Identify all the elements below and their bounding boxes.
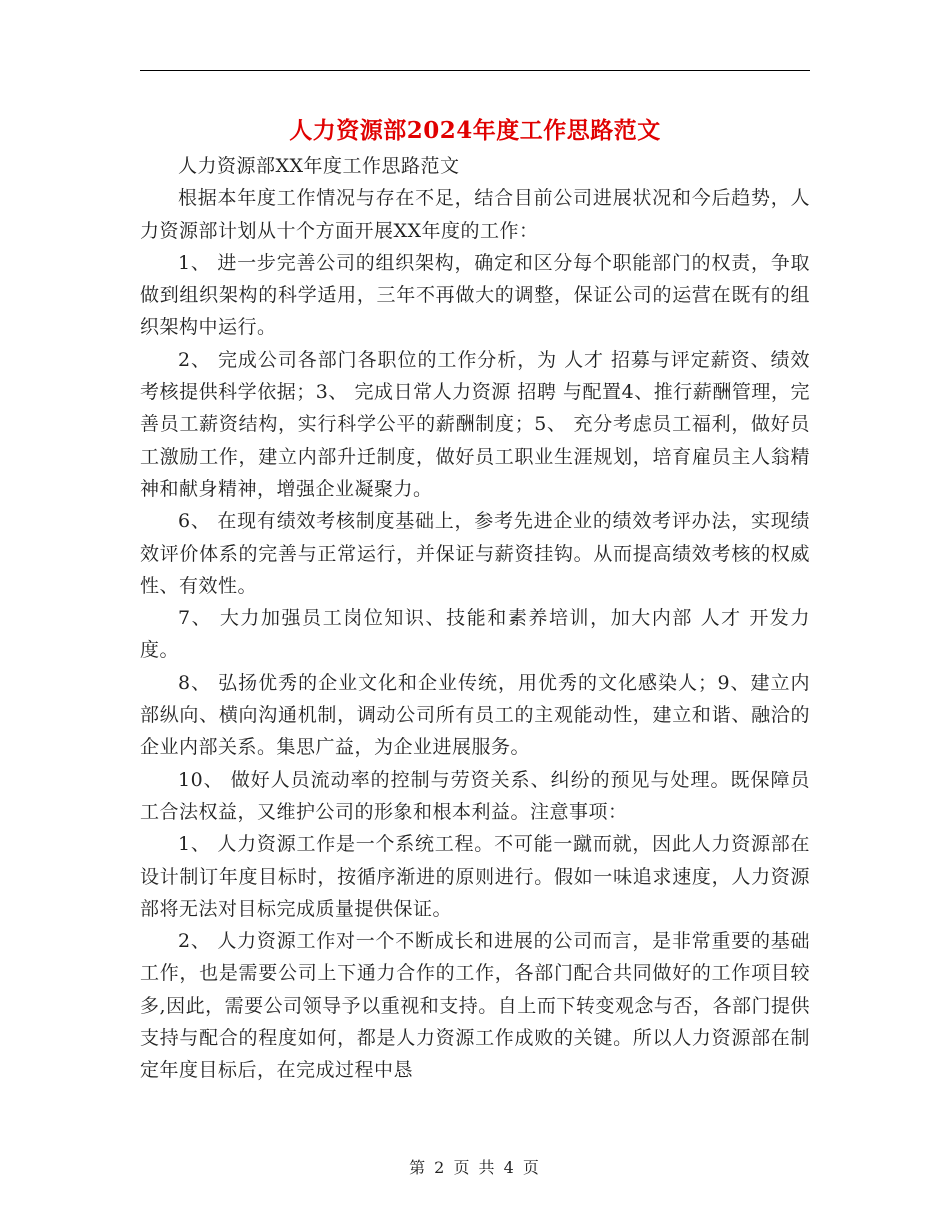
page-number-footer: 第 2 页 共 4 页 bbox=[409, 1158, 541, 1177]
document-title: 人力资源部2024年度工作思路范文 bbox=[289, 117, 661, 144]
subtitle-paragraph: 人力资源部XX年度工作思路范文 bbox=[178, 155, 460, 177]
item-10-paragraph: 10、 做好人员流动率的控制与劳资关系、纠纷的预见与处理。既保障员工合法权益，又维护公司的形象和根本利益。注意事项： bbox=[140, 768, 810, 823]
note-2-paragraph: 2、 人力资源工作对一个不断成长和进展的公司而言，是非常重要的基础工作，也是需要公司上下通力合作的工作，各部门配合共同做好的工作项目较多,因此，需要公司领导予以重视和支持。自上而下转变观念与否，各部门提供支持与配合的程度如何，都是人力资源工作成败的关键。所以人力资源部在制定年度目标后，在完成过程中恳 bbox=[140, 930, 810, 1082]
item-7-paragraph: 7、 大力加强员工岗位知识、技能和素养培训，加大内部 人才 开发力度。 bbox=[140, 607, 810, 662]
item-2-5-paragraph: 2、 完成公司各部门各职位的工作分析，为 人才 招募与评定薪资、绩效考核提供科学依据；3、 完成日常人力资源 招聘 与配置4、推行薪酬管理，完善员工薪资结构，实行科学公平的薪酬制度；5、 充分考虑员工福利，做好员工激励工作，建立内部升迁制度，做好员工职业生涯规划，培育雇员主人翁精神和献身精神，增强企业凝聚力。 bbox=[140, 348, 810, 500]
item-8-9-paragraph: 8、 弘扬优秀的企业文化和企业传统，用优秀的文化感染人；9、建立内部纵向、横向沟通机制，调动公司所有员工的主观能动性，建立和谐、融洽的企业内部关系。集思广益，为企业进展服务。 bbox=[140, 671, 810, 759]
header-rule bbox=[140, 70, 810, 71]
item-6-paragraph: 6、 在现有绩效考核制度基础上，参考先进企业的绩效考评办法，实现绩效评价体系的完善与正常运行，并保证与薪资挂钩。从而提高绩效考核的权威性、有效性。 bbox=[140, 510, 810, 597]
document-body bbox=[140, 150, 810, 1087]
note-1-paragraph: 1、 人力资源工作是一个系统工程。不可能一蹴而就，因此人力资源部在设计制订年度目标时，按循序渐进的原则进行。假如一味追求速度，人力资源部将无法对目标完成质量提供保证。 bbox=[140, 833, 810, 920]
intro-paragraph: 根据本年度工作情况与存在不足，结合目前公司进展状况和今后趋势，人力资源部计划从十个方面开展XX年度的工作： bbox=[140, 187, 810, 242]
item-1-paragraph: 1、 进一步完善公司的组织架构，确定和区分每个职能部门的权责，争取做到组织架构的科学适用，三年不再做大的调整，保证公司的运营在既有的组织架构中运行。 bbox=[140, 251, 810, 339]
